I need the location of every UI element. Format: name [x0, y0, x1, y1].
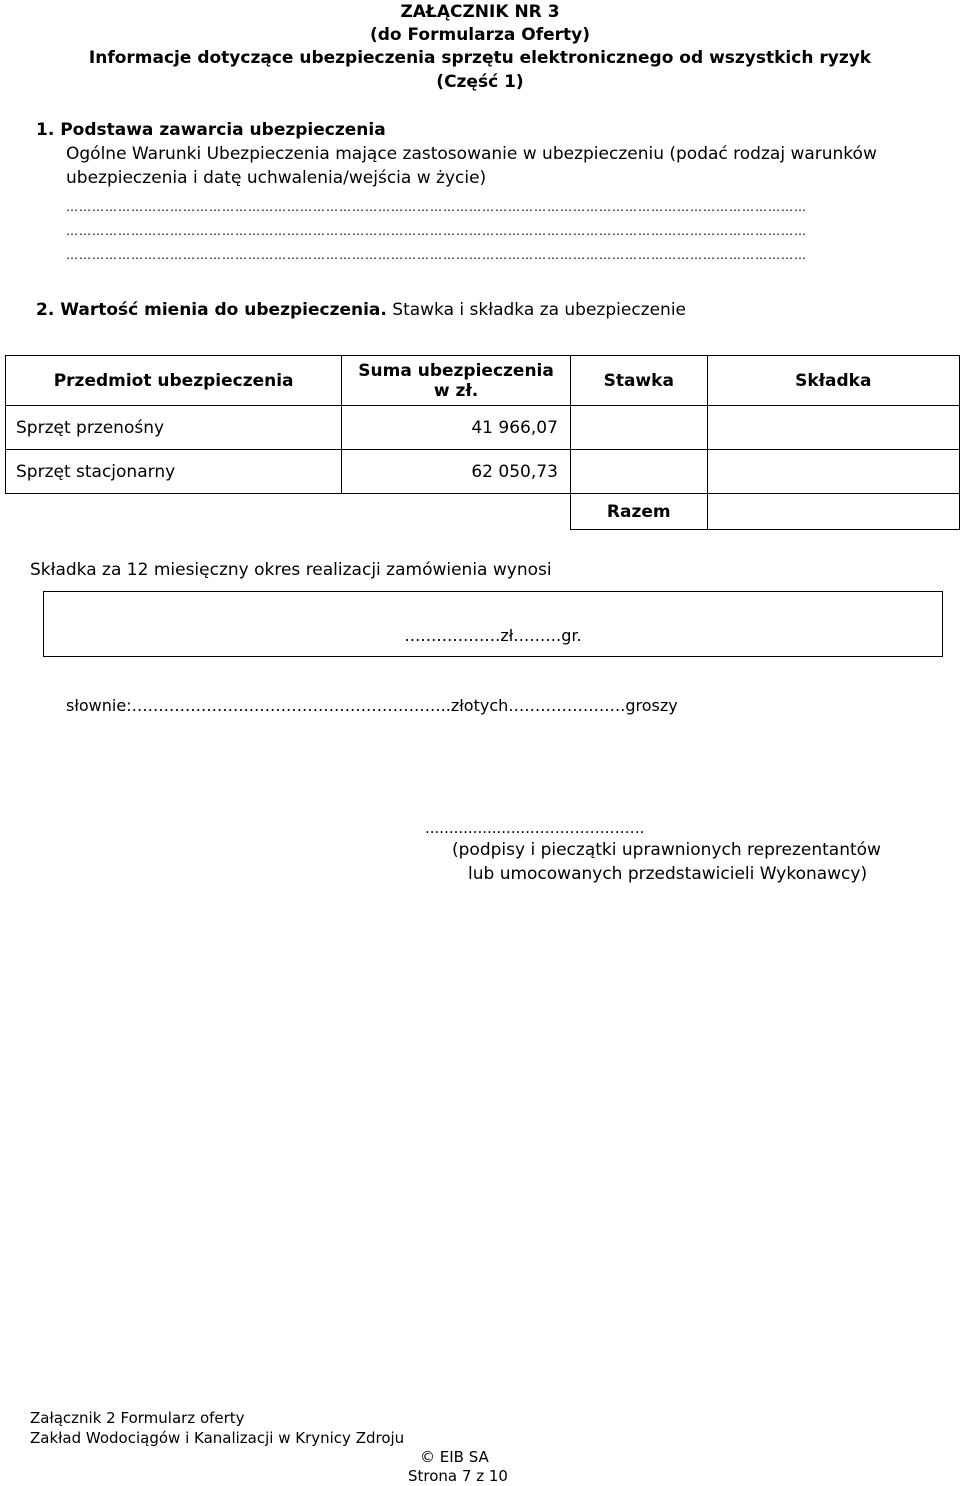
row1-subject: Sprzęt przenośny — [6, 406, 342, 450]
row1-premium-cell[interactable] — [707, 406, 959, 450]
footer-page-number: Strona 7 z 10 — [408, 1467, 508, 1485]
total-label: Razem — [570, 494, 707, 530]
footer-company: Zakład Wodociągów i Kanalizacji w Krynicy Zdroju — [30, 1429, 405, 1447]
doc-title: ZAŁĄCZNIK NR 3 — [400, 2, 560, 22]
row2-subject: Sprzęt stacjonarny — [6, 450, 342, 494]
section2-heading — [36, 298, 686, 322]
doc-subtitle: (do Formularza Oferty) — [369, 25, 591, 45]
section1-heading: 1. Podstawa zawarcia ubezpieczenia — [36, 120, 386, 140]
section2-heading-rest: Stawka i składka za ubezpieczenie — [386, 300, 687, 320]
th-rate: Stawka — [570, 356, 707, 406]
th-sum — [342, 356, 571, 406]
row2-sum: 62 050,73 — [342, 450, 571, 494]
signature-dots: .......................…………………. — [425, 819, 645, 837]
th-sum-line2: w zł. — [433, 380, 479, 401]
total-premium-cell[interactable] — [707, 494, 959, 530]
row1-rate-cell[interactable] — [570, 406, 707, 450]
row1-sum: 41 966,07 — [342, 406, 571, 450]
section1-text-line1: Ogólne Warunki Ubezpieczenia mające zastosowanie w ubezpieczeniu (podać rodzaj warunków — [66, 144, 877, 164]
doc-description: Informacje dotyczące ubezpieczenia sprzętu elektronicznego od wszystkich ryzyk — [88, 48, 872, 68]
fill-in-dots-1: ……………………………………………………………………………………………………………………………………………………… — [66, 200, 807, 214]
row2-rate-cell[interactable] — [570, 450, 707, 494]
doc-part: (Część 1) — [436, 72, 524, 92]
table-row — [6, 406, 960, 450]
premium-text: Składka za 12 miesięczny okres realizacji zamówienia wynosi — [30, 560, 552, 580]
amount-in-words: słownie:………………….………………………………..złotych………………….groszy — [66, 696, 678, 715]
section2-heading-bold: 2. Wartość mienia do ubezpieczenia. — [36, 300, 387, 320]
footer-copyright: © EIB SA — [420, 1448, 489, 1466]
section1-text-line2: ubezpieczenia i datę uchwalenia/wejścia w życie) — [66, 168, 487, 188]
th-subject: Przedmiot ubezpieczenia — [6, 356, 342, 406]
row2-premium-cell[interactable] — [707, 450, 959, 494]
fill-in-dots-2: ……………………………………………………………………………………………………………………………………………………… — [66, 224, 807, 238]
fill-in-dots-3: ……………………………………………………………………………………………………………………………………………………… — [66, 248, 807, 262]
amount-line: ………………zł………gr. — [404, 626, 582, 645]
signature-caption-line2: lub umocowanych przedstawicieli Wykonawcy) — [468, 864, 868, 884]
insurance-table — [5, 355, 960, 530]
footer-attachment: Załącznik 2 Formularz oferty — [30, 1409, 245, 1427]
table-row — [6, 450, 960, 494]
th-sum-line1: Suma ubezpieczenia — [358, 360, 554, 381]
signature-caption-line1: (podpisy i pieczątki uprawnionych reprezentantów — [452, 840, 881, 860]
th-premium: Składka — [707, 356, 959, 406]
